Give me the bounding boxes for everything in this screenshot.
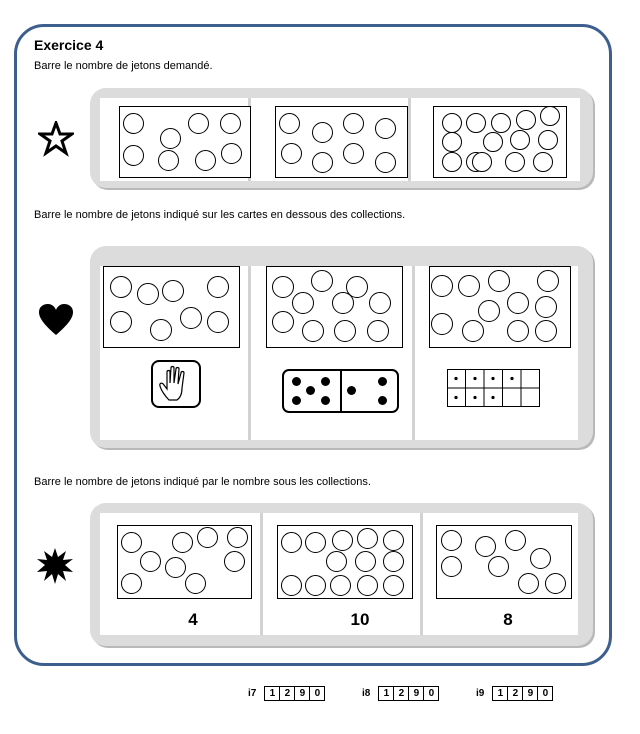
code-cell: 2 [279, 686, 294, 701]
token[interactable] [188, 113, 209, 134]
token[interactable] [220, 113, 241, 134]
domino-card-icon [282, 369, 399, 413]
token[interactable] [507, 292, 529, 314]
code-label: i7 [248, 688, 257, 699]
code-cell: 0 [309, 686, 325, 701]
code-cell: 2 [393, 686, 408, 701]
token[interactable] [383, 575, 404, 596]
token[interactable] [110, 311, 132, 333]
token[interactable] [121, 532, 142, 553]
token[interactable] [545, 573, 566, 594]
token[interactable] [510, 130, 530, 150]
token[interactable] [383, 530, 404, 551]
token[interactable] [207, 276, 229, 298]
token[interactable] [516, 110, 536, 130]
token[interactable] [162, 280, 184, 302]
instruction-1: Barre le nombre de jetons demandé. [34, 60, 213, 72]
token[interactable] [158, 150, 179, 171]
number-label: 8 [503, 610, 513, 629]
token[interactable] [538, 130, 558, 150]
token[interactable] [530, 548, 551, 569]
token[interactable] [462, 320, 484, 342]
token[interactable] [165, 557, 186, 578]
token[interactable] [197, 527, 218, 548]
token[interactable] [305, 532, 326, 553]
code-cell: 0 [423, 686, 439, 701]
token[interactable] [312, 122, 333, 143]
token[interactable] [334, 320, 356, 342]
code-cell: 1 [492, 686, 507, 701]
token[interactable] [180, 307, 202, 329]
token[interactable] [483, 132, 503, 152]
token[interactable] [281, 575, 302, 596]
instruction-3: Barre le nombre de jetons indiqué par le nombre sous les collections. [34, 476, 371, 488]
token[interactable] [357, 575, 378, 596]
token[interactable] [505, 530, 526, 551]
token[interactable] [466, 113, 486, 133]
instruction-2: Barre le nombre de jetons indiqué sur les cartes en dessous des collections. [34, 209, 406, 221]
token[interactable] [137, 283, 159, 305]
number-label: 4 [188, 610, 198, 629]
hand-card-icon [151, 360, 201, 408]
token[interactable] [160, 128, 181, 149]
token[interactable] [488, 270, 510, 292]
token[interactable] [442, 152, 462, 172]
code-i8 [362, 686, 439, 701]
token[interactable] [535, 296, 557, 318]
token[interactable] [281, 143, 302, 164]
token[interactable] [431, 313, 453, 335]
token[interactable] [185, 573, 206, 594]
token[interactable] [311, 270, 333, 292]
token[interactable] [507, 320, 529, 342]
token[interactable] [441, 530, 462, 551]
exercise-title: Exercice 4 [34, 37, 104, 53]
code-cell: 9 [408, 686, 423, 701]
token[interactable] [537, 270, 559, 292]
token[interactable] [369, 292, 391, 314]
token[interactable] [279, 113, 300, 134]
token[interactable] [292, 292, 314, 314]
code-label: i8 [362, 688, 371, 699]
token[interactable] [375, 152, 396, 173]
token[interactable] [332, 530, 353, 551]
token[interactable] [312, 152, 333, 173]
token[interactable] [505, 152, 525, 172]
token[interactable] [518, 573, 539, 594]
token[interactable] [431, 275, 453, 297]
token[interactable] [343, 143, 364, 164]
token[interactable] [355, 551, 376, 572]
burst-icon [36, 547, 74, 585]
token[interactable] [302, 320, 324, 342]
code-label: i9 [476, 688, 485, 699]
code-cell: 2 [507, 686, 522, 701]
token[interactable] [123, 145, 144, 166]
token[interactable] [367, 320, 389, 342]
token[interactable] [491, 113, 511, 133]
token[interactable] [442, 113, 462, 133]
token[interactable] [535, 320, 557, 342]
star-icon [38, 121, 74, 157]
code-i9 [476, 686, 553, 701]
token[interactable] [478, 300, 500, 322]
token[interactable] [272, 276, 294, 298]
token[interactable] [332, 292, 354, 314]
token[interactable] [475, 536, 496, 557]
token[interactable] [305, 575, 326, 596]
token[interactable] [281, 532, 302, 553]
token[interactable] [172, 532, 193, 553]
token[interactable] [150, 319, 172, 341]
number-label: 10 [350, 610, 370, 629]
code-cell: 0 [537, 686, 553, 701]
token[interactable] [140, 551, 161, 572]
token[interactable] [533, 152, 553, 172]
token[interactable] [224, 551, 245, 572]
token[interactable] [383, 551, 404, 572]
code-cell: 9 [522, 686, 537, 701]
token[interactable] [357, 528, 378, 549]
code-cell: 1 [378, 686, 393, 701]
token[interactable] [458, 275, 480, 297]
token[interactable] [123, 113, 144, 134]
token[interactable] [110, 276, 132, 298]
token[interactable] [540, 106, 560, 126]
token[interactable] [207, 311, 229, 333]
token[interactable] [441, 556, 462, 577]
token[interactable] [195, 150, 216, 171]
heart-icon [38, 303, 74, 337]
token[interactable] [330, 575, 351, 596]
token[interactable] [121, 573, 142, 594]
token[interactable] [472, 152, 492, 172]
ten-frame-icon [447, 369, 540, 407]
code-i7 [248, 686, 325, 701]
token[interactable] [272, 311, 294, 333]
token[interactable] [326, 551, 347, 572]
token[interactable] [221, 143, 242, 164]
token[interactable] [343, 113, 364, 134]
token[interactable] [488, 556, 509, 577]
code-cell: 9 [294, 686, 309, 701]
token[interactable] [375, 118, 396, 139]
code-cell: 1 [264, 686, 279, 701]
token[interactable] [227, 527, 248, 548]
token[interactable] [442, 132, 462, 152]
